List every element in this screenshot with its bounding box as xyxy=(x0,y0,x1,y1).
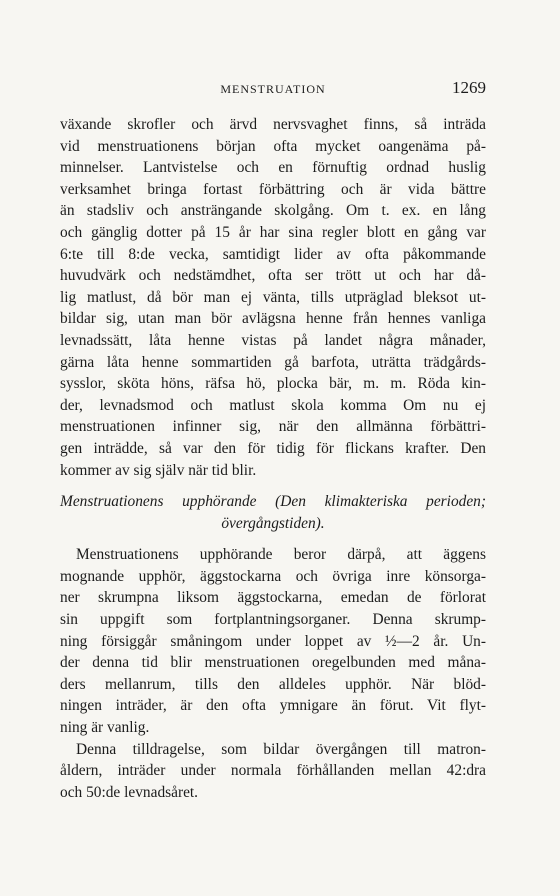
text-line: sin uppgift som fortplantningsorganer. Denna skrump- xyxy=(60,611,486,629)
text-line: huvudvärk och nedstämdhet, ofta ser trött ut och har då- xyxy=(60,267,486,285)
text-line: och 50:de levnadsåret. xyxy=(60,783,199,801)
text-line: menstruationen infinner sig, när den allmänna förbättri- xyxy=(60,418,486,436)
text-line: ning försiggår småningom under loppet av ½—2 år. Un- xyxy=(60,632,486,650)
body-text xyxy=(60,114,486,803)
text-line: och gänglig dotter på 15 år har sina regler blott en gång var xyxy=(60,223,486,241)
text-line: ders mellanrum, tills den alldeles upphör. När blöd- xyxy=(60,675,486,693)
page-number: 1269 xyxy=(452,78,486,97)
text-line: åldern, inträder under normala förhållanden mellan 42:dra xyxy=(60,762,486,780)
text-line: växande skrofler och ärvd nervsvaghet finns, så inträda xyxy=(60,116,486,133)
text-line: verksamhet bringa fortast förbättring och är vida bättre xyxy=(60,180,486,198)
text-line: der denna tid blir menstruationen oregelbunden med måna- xyxy=(60,654,486,672)
text-line: mognande upphör, äggstockarna och övriga inre könsorga- xyxy=(60,567,486,585)
text-line: kommer av sig själv när tid blir. xyxy=(60,461,257,479)
paragraph-1 xyxy=(60,114,486,481)
paragraph-3 xyxy=(60,739,486,804)
text-line: ning är vanlig. xyxy=(60,719,150,737)
text-line: vid menstruationens början ofta mycket oangenäma på- xyxy=(60,137,486,155)
text-line: än stadsliv och ansträngande skolgång. Om t. ex. en lång xyxy=(60,202,486,220)
text-line: der, levnadsmod och matlust skola komma Om nu ej xyxy=(60,396,486,414)
text-line: ner skrumpna liksom äggstockarna, emedan de förlorat xyxy=(60,589,486,607)
paragraph-2 xyxy=(60,544,486,738)
text-line: Menstruationens upphörande beror därpå, att äggens xyxy=(76,546,486,564)
section-heading xyxy=(60,491,486,534)
text-line: minnelser. Lantvistelse och en förnuftig ordnad huslig xyxy=(60,159,486,177)
running-head xyxy=(60,78,486,100)
text-line: bildar sig, utan man bör avlägsna henne från hennes vanliga xyxy=(60,310,486,328)
text-line: gen inträdde, så var den för tidig för flickans krafter. Den xyxy=(60,439,486,457)
text-line: gärna låta henne sommartiden gå barfota, uträtta trädgårds- xyxy=(60,353,486,371)
text-line: levnadssätt, låta henne vistas på landet några månader, xyxy=(60,331,486,349)
section-heading-line: övergångstiden). xyxy=(221,514,325,532)
text-line: lig matlust, då bör man ej vänta, tills utpräglad bleksot ut- xyxy=(60,288,486,306)
text-line: sysslor, sköta höns, räfsa hö, plocka bär, m. m. Röda kin- xyxy=(60,375,486,393)
section-heading-line: Menstruationens upphörande (Den klimakteriska perioden; xyxy=(60,493,486,511)
running-title: MENSTRUATION xyxy=(220,82,326,96)
text-line: 6:te till 8:de vecka, samtidigt lider av ofta påkommande xyxy=(60,245,486,263)
text-line: ningen inträder, är den ofta ymnigare än förut. Vit flyt- xyxy=(60,697,486,715)
text-line: Denna tilldragelse, som bildar övergången till matron- xyxy=(76,740,486,758)
